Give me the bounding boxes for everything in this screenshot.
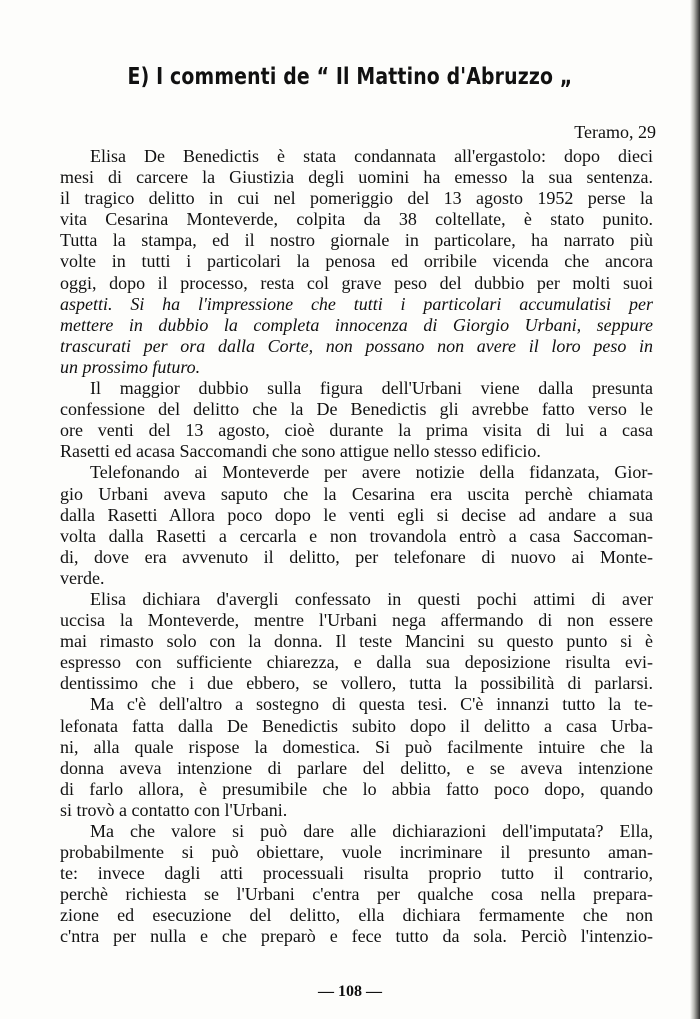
text-line: mettere in dubbio la completa innocenza di Giorgio Urbani, seppure (60, 314, 653, 335)
text-line: Ma c'è dell'altro a sostegno di questa tesi. C'è innanzi tutto la te- (90, 694, 653, 715)
text-line: Il maggior dubbio sulla figura dell'Urbani viene dalla presunta (90, 378, 653, 399)
text-line: dentissimo che i due ebbero, se vollero, tutta la possibilità di parlarsi. (60, 673, 653, 694)
text-line: donna aveva intenzione di parlare del delitto, e se aveva intenzione (60, 757, 653, 778)
text-line: Rasetti ed acasa Saccomandi che sono attigue nello stesso edificio. (60, 441, 541, 462)
text-line: vita Cesarina Monteverde, colpita da 38 coltellate, è stato punito. (60, 209, 653, 230)
text-line: te: invece dagli atti processuali risulta proprio tutto il contrario, (60, 863, 653, 884)
text-line: aspetti. Si ha l'impressione che tutti i particolari accumulatisi per (60, 293, 653, 314)
text-line: il tragico delitto in cui nel pomeriggio del 13 agosto 1952 perse la (60, 188, 653, 209)
text-line: un prossimo futuro. (60, 356, 201, 377)
section-heading: E) I commenti de “ Il Mattino d'Abruzzo „ (127, 64, 573, 90)
text-line: uccisa la Monteverde, mentre l'Urbani nega affermando di non essere (60, 610, 653, 631)
text-line: c'ntra per nulla e che preparò e fece tutto da sola. Perciò l'intenzio- (60, 926, 653, 947)
text-line: ni, alla quale rispose la domestica. Si può facilmente intuire che la (60, 736, 653, 757)
text-line: volta dalla Rasetti a cercarla e non trovandola entrò a casa Saccoman- (60, 525, 653, 546)
text-line: di, dove era avvenuto il delitto, per telefonare di nuovo ai Monte- (60, 546, 653, 567)
text-line: mesi di carcere la Giustizia degli uomini ha emesso la sua sentenza. (60, 167, 653, 188)
text-line: probabilmente si può obiettare, vuole incriminare il presunto aman- (60, 842, 653, 863)
text-line: espresso con sufficiente chiarezza, e dalla sua deposizione risulta evi- (60, 652, 653, 673)
text-line: perchè richiesta se l'Urbani c'entra per qualche cosa nella prepara- (60, 884, 653, 905)
page-edge-shadow (690, 0, 700, 1019)
text-line: ore venti del 13 agosto, cioè durante la prima visita di lui a casa (60, 420, 653, 441)
text-line: verde. (60, 567, 105, 588)
text-line: Telefonando ai Monteverde per avere notizie della fidanzata, Gior- (90, 462, 653, 483)
dateline: Teramo, 29 (574, 122, 656, 142)
text-line: confessione del delitto che la De Benedictis gli avrebbe fatto verso le (60, 399, 653, 420)
text-line: Elisa De Benedictis è stata condannata all'ergastolo: dopo dieci (90, 146, 653, 166)
text-line: dalla Rasetti Allora poco dopo le venti egli si decise ad andare a sua (60, 504, 653, 525)
text-line: oggi, dopo il processo, resta col grave peso del dubbio per molti suoi (60, 272, 653, 293)
text-line: volte in tutti i particolari la penosa ed orribile vicenda che ancora (60, 251, 653, 272)
text-line: Ma che valore si può dare alle dichiarazioni dell'imputata? Ella, (90, 821, 653, 841)
text-line: Elisa dichiara d'avergli confessato in questi pochi attimi di aver (90, 588, 653, 609)
text-line: lefonata fatta dalla De Benedictis subito dopo il delitto a casa Urba- (60, 715, 653, 736)
text-line: si trovò a contatto con l'Urbani. (60, 799, 288, 820)
article-body (60, 146, 653, 948)
text-line: zione ed esecuzione del delitto, ella dichiara fermamente che non (60, 905, 653, 926)
text-line: gio Urbani aveva saputo che la Cesarina era uscita perchè chiamata (60, 483, 653, 504)
page-number: — 108 — (318, 983, 382, 1000)
text-line: di farlo allora, è presumibile che lo abbia fatto poco dopo, quando (60, 778, 653, 799)
text-line: trascurati per ora dalla Corte, non possano non avere il loro peso in (60, 335, 653, 356)
text-line: Tutta la stampa, ed il nostro giornale in particolare, ha narrato più (60, 230, 653, 251)
text-line: mai rimasto solo con la donna. Il teste Mancini su questo punto si è (60, 631, 653, 652)
